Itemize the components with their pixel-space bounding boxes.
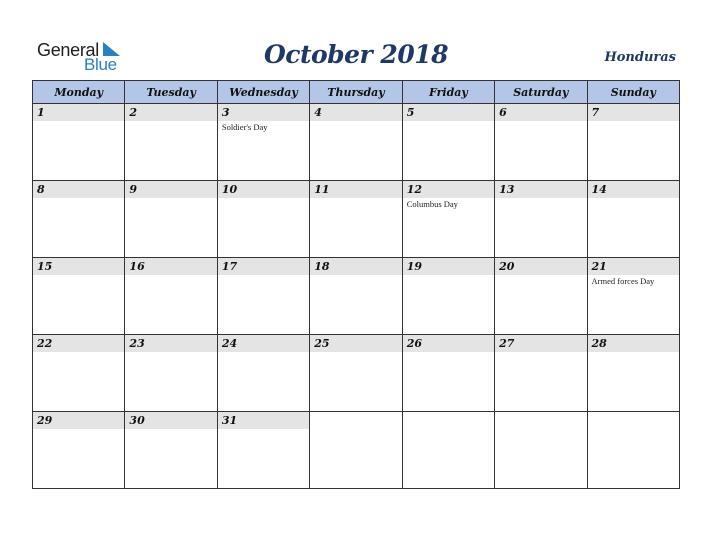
holiday-label [495,121,586,122]
holiday-label [33,275,124,276]
holiday-label [33,121,124,122]
day-number: 12 [403,181,494,198]
day-cell [310,104,402,181]
holiday-label [495,198,586,199]
day-number: 27 [495,335,586,352]
weekday-header: Saturday [495,81,587,104]
logo-text-blue: Blue [84,55,117,74]
day-cell [33,335,125,412]
day-number: 6 [495,104,586,121]
day-number: 16 [125,258,216,275]
holiday-label [495,352,586,353]
holiday-label [310,198,401,199]
day-number: 22 [33,335,124,352]
holiday-label [310,429,401,430]
day-cell [217,258,309,335]
weekday-header-row [33,81,680,104]
country-label: Honduras [604,50,676,65]
calendar-grid [32,80,680,489]
day-cell [125,412,217,489]
holiday-label [33,429,124,430]
holiday-label [125,121,216,122]
day-cell [402,335,494,412]
day-number: 15 [33,258,124,275]
holiday-label: Armed forces Day [591,276,655,286]
day-cell [33,258,125,335]
day-cell [217,412,309,489]
weekday-header: Sunday [587,81,679,104]
holiday-label [588,121,679,122]
day-number [588,412,679,429]
day-number: 14 [588,181,679,198]
day-number: 7 [588,104,679,121]
holiday-label [588,352,679,353]
day-number: 24 [218,335,309,352]
holiday-label [218,275,309,276]
day-number: 28 [588,335,679,352]
day-number: 2 [125,104,216,121]
day-number: 20 [495,258,586,275]
holiday-label [125,352,216,353]
day-number: 21 [588,258,679,275]
week-row [33,181,680,258]
day-cell [587,335,679,412]
day-cell [587,412,679,489]
holiday-label [310,352,401,353]
day-number: 13 [495,181,586,198]
week-row [33,412,680,489]
day-cell [217,181,309,258]
day-number: 11 [310,181,401,198]
day-cell [125,181,217,258]
weekday-header: Thursday [310,81,402,104]
holiday-label [33,352,124,353]
holiday-label [588,198,679,199]
holiday-label [403,275,494,276]
holiday-label [495,429,586,430]
day-number: 23 [125,335,216,352]
day-number: 3 [218,104,309,121]
calendar-title: October 2018 [263,40,449,69]
day-cell [587,104,679,181]
day-cell [402,181,494,258]
holiday-label [218,352,309,353]
day-number: 29 [33,412,124,429]
holiday-label [310,275,401,276]
day-number: 18 [310,258,401,275]
day-cell [33,412,125,489]
day-cell [495,258,587,335]
week-row [33,104,680,181]
day-cell [217,104,309,181]
holiday-label [218,198,309,199]
day-number [310,412,401,429]
logo-text-general: General [37,40,99,60]
day-number: 25 [310,335,401,352]
day-cell [402,258,494,335]
day-cell [495,335,587,412]
day-cell [125,258,217,335]
holiday-label [588,429,679,430]
day-cell [310,181,402,258]
day-number [495,412,586,429]
week-row [33,258,680,335]
holiday-label [403,121,494,122]
holiday-label [125,198,216,199]
holiday-label [495,275,586,276]
holiday-label [403,429,494,430]
day-number: 30 [125,412,216,429]
day-cell [495,104,587,181]
day-cell [310,258,402,335]
day-cell [402,104,494,181]
day-cell [587,181,679,258]
day-cell [33,104,125,181]
day-cell [310,335,402,412]
day-cell [310,412,402,489]
holiday-label [218,429,309,430]
day-number: 31 [218,412,309,429]
day-cell [33,181,125,258]
weekday-header: Monday [33,81,125,104]
holiday-label [125,429,216,430]
day-cell [402,412,494,489]
day-number [403,412,494,429]
day-number: 17 [218,258,309,275]
holiday-label [125,275,216,276]
day-number: 8 [33,181,124,198]
holiday-label [403,352,494,353]
holiday-label: Soldier's Day [221,122,268,132]
weekday-header: Tuesday [125,81,217,104]
week-row [33,335,680,412]
day-number: 4 [310,104,401,121]
holiday-label [310,121,401,122]
day-cell [495,181,587,258]
day-cell [125,335,217,412]
day-cell [495,412,587,489]
day-number: 1 [33,104,124,121]
day-number: 10 [218,181,309,198]
day-number: 19 [403,258,494,275]
holiday-label: Columbus Day [406,199,458,209]
day-cell [587,258,679,335]
day-number: 9 [125,181,216,198]
day-number: 5 [403,104,494,121]
day-cell [125,104,217,181]
weekday-header: Wednesday [217,81,309,104]
weekday-header: Friday [402,81,494,104]
day-cell [217,335,309,412]
day-number: 26 [403,335,494,352]
holiday-label [33,198,124,199]
